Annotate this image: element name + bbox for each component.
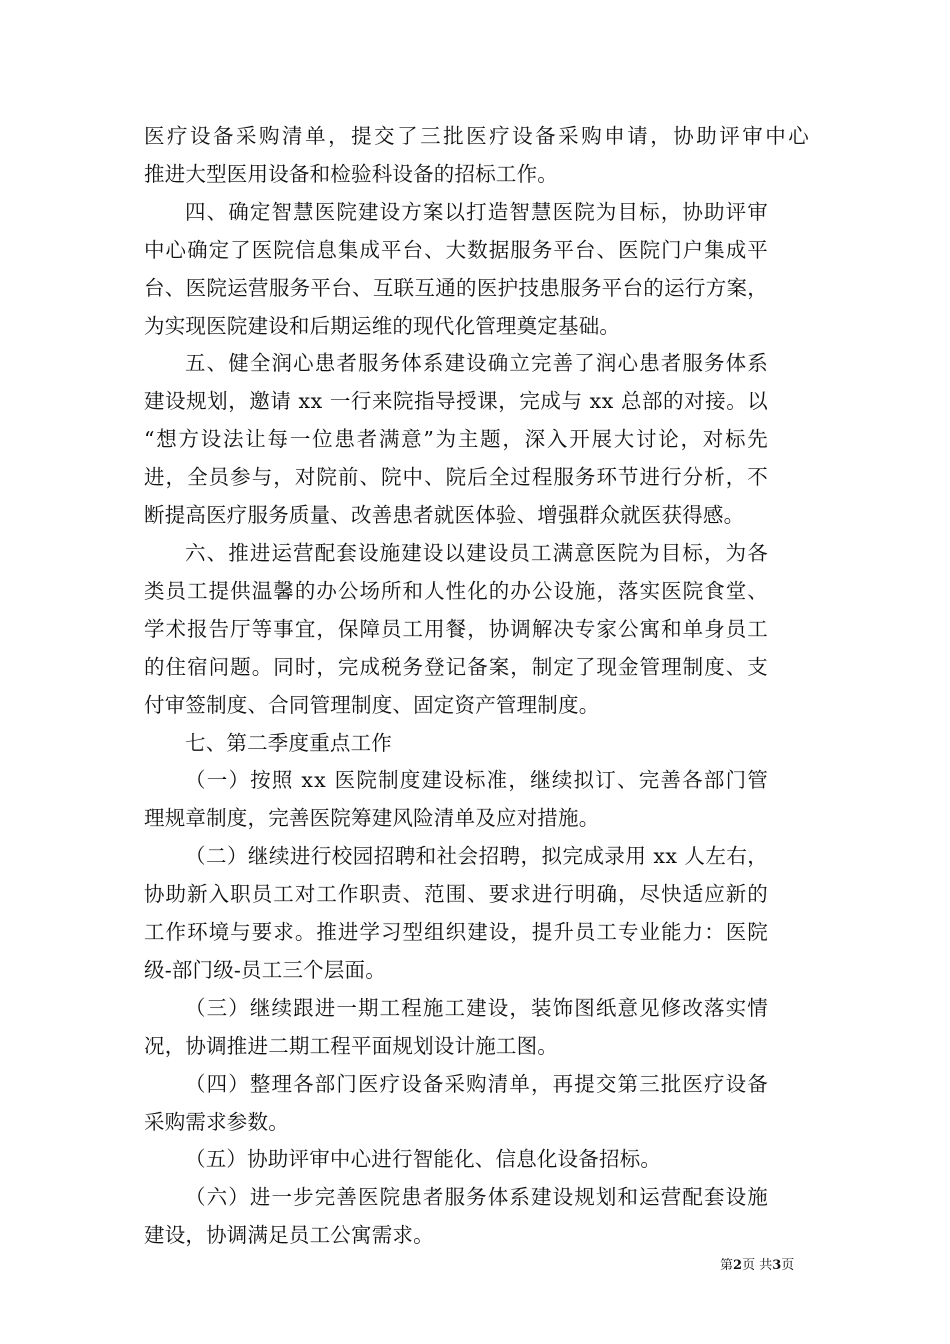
paragraph [144, 762, 809, 838]
paragraph-line: 医疗设备采购清单，提交了三批医疗设备采购申请，协助评审中心 [144, 124, 812, 148]
paragraph-line: 采购需求参数。 [144, 1109, 289, 1134]
paragraph-line: 学术报告厅等事宜，保障员工用餐，协调解决专家公寓和单身员工 [144, 616, 769, 641]
paragraph-line: （三）继续跟进一期工程施工建设，装饰图纸意见修改落实情 [185, 995, 769, 1020]
page-footer [720, 1254, 794, 1273]
paragraph [144, 194, 809, 346]
paragraph [144, 990, 809, 1066]
paragraph-line: 类员工提供温馨的办公场所和人性化的办公设施，落实医院食堂、 [144, 578, 769, 603]
paragraph [144, 118, 812, 194]
document-body [144, 118, 812, 1255]
paragraph-line: 进，全员参与，对院前、院中、院后全过程服务环节进行分析，不 [144, 465, 769, 490]
paragraph-line: 为实现医院建设和后期运维的现代化管理奠定基础。 [144, 313, 621, 338]
paragraph [144, 1066, 809, 1142]
footer-current-page: 2 [733, 1258, 743, 1273]
paragraph-line: （一）按照 xx 医院制度建设标准，继续拟订、完善各部门管 [185, 768, 770, 793]
paragraph-line: （二）继续进行校园招聘和社会招聘，拟完成录用 xx 人左右， [185, 844, 769, 869]
paragraph-line: 的住宿问题。同时，完成税务登记备案，制定了现金管理制度、支 [144, 654, 769, 679]
footer-suffix: 页 [781, 1258, 795, 1273]
footer-middle: 页 共 [742, 1258, 773, 1273]
footer-prefix: 第 [720, 1258, 734, 1273]
paragraph-line: “想方设法让每一位患者满意”为主题，深入开展大讨论，对标先 [144, 427, 770, 452]
paragraph-line: 六、推进运营配套设施建设以建设员工满意医院为目标，为各 [185, 540, 769, 565]
paragraph [144, 535, 809, 725]
paragraph-line: 断提高医疗服务质量、改善患者就医体验、增强群众就医获得感。 [144, 503, 745, 528]
paragraph [144, 345, 809, 535]
paragraph-line: 建设，协调满足员工公寓需求。 [144, 1223, 434, 1248]
paragraph [144, 1179, 809, 1255]
footer-total-pages: 3 [772, 1258, 782, 1273]
paragraph [144, 838, 809, 990]
paragraph-line: 推进大型医用设备和检验科设备的招标工作。 [144, 161, 558, 186]
paragraph-line: 协助新入职员工对工作职责、范围、要求进行明确，尽快适应新的 [144, 882, 769, 907]
paragraph-line: （五）协助评审中心进行智能化、信息化设备招标。 [185, 1147, 662, 1172]
paragraph-line: 中心确定了医院信息集成平台、大数据服务平台、医院门户集成平 [144, 237, 769, 262]
paragraph-line: 理规章制度，完善医院筹建风险清单及应对措施。 [144, 806, 600, 831]
paragraph-line: 五、健全润心患者服务体系建设确立完善了润心患者服务体系 [185, 351, 769, 376]
paragraph [144, 725, 809, 763]
paragraph-line: 四、确定智慧医院建设方案以打造智慧医院为目标，协助评审 [185, 199, 769, 224]
paragraph-line: 工作环境与要求。推进学习型组织建设，提升员工专业能力：医院 [144, 920, 769, 945]
paragraph-line: （四）整理各部门医疗设备采购清单，再提交第三批医疗设备 [185, 1071, 769, 1096]
paragraph-line: 建设规划，邀请 xx 一行来院指导授课，完成与 xx 总部的对接。以 [144, 389, 769, 414]
paragraph-line: （六）进一步完善医院患者服务体系建设规划和运营配套设施 [185, 1185, 769, 1210]
paragraph-line: 级-部门级-员工三个层面。 [144, 957, 386, 982]
paragraph-line: 七、第二季度重点工作 [185, 730, 392, 755]
paragraph-line: 台、医院运营服务平台、互联互通的医护技患服务平台的运行方案， [144, 275, 769, 300]
paragraph-line: 付审签制度、合同管理制度、固定资产管理制度。 [144, 692, 600, 717]
paragraph [144, 1141, 809, 1179]
paragraph-line: 况，协调推进二期工程平面规划设计施工图。 [144, 1033, 558, 1058]
